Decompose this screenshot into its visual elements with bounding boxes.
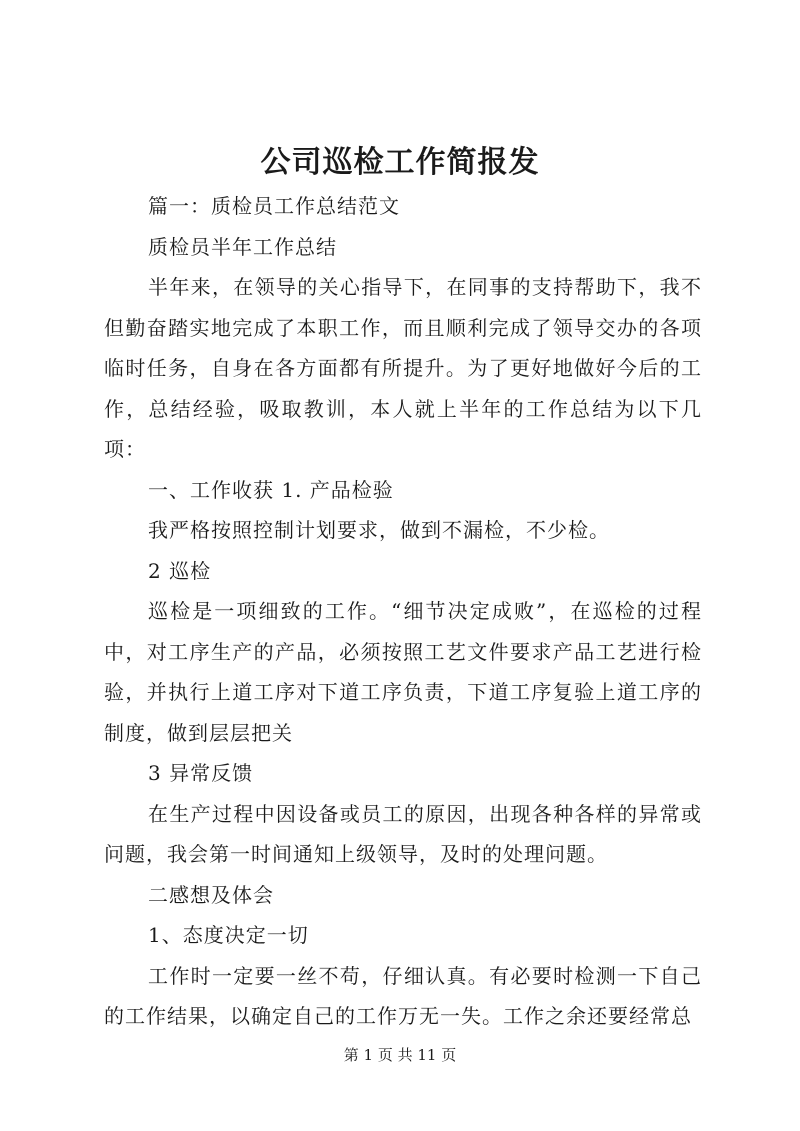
- paragraph: 1、态度决定一切: [148, 923, 309, 947]
- paragraph: 一、工作收获 1. 产品检验: [148, 477, 394, 502]
- paragraph: 二感想及体会: [148, 882, 274, 907]
- document-body: [104, 186, 702, 1037]
- paragraph: 3 异常反馈: [148, 761, 254, 785]
- page-title: 公司巡检工作简报发: [260, 145, 540, 180]
- paragraph: 篇一：质检员工作总结范文: [148, 194, 400, 218]
- paragraph: 工作时一定要一丝不苟，仔细认真。有必要时检测一下自己的工作结果，以确定自己的工作万无一失。工作之余还要经常总: [104, 963, 702, 1028]
- paragraph: 2 巡检: [148, 558, 212, 583]
- paragraph: 半年来，在领导的关心指导下，在同事的支持帮助下，我不但勤奋踏实地完成了本职工作，而且顺利完成了领导交办的各项临时任务，自身在各方面都有所提升。为了更好地做好今后的工作，总结经验，吸取教训，本人就上半年的工作总结为以下几项：: [104, 275, 702, 461]
- paragraph: 质检员半年工作总结: [148, 234, 337, 259]
- paragraph: 我严格按照控制计划要求，做到不漏检，不少检。: [148, 518, 610, 542]
- paragraph: 巡检是一项细致的工作。“细节决定成败”，在巡检的过程中，对工序生产的产品，必须按照工艺文件要求产品工艺进行检验，并执行上道工序对下道工序负责，下道工序复验上道工序的制度，做到层层把关: [104, 599, 702, 745]
- paragraph: 在生产过程中因设备或员工的原因，出现各种各样的异常或问题，我会第一时间通知上级领导，及时的处理问题。: [104, 801, 702, 866]
- page-number-footer: 第 1 页 共 11 页: [343, 1046, 457, 1064]
